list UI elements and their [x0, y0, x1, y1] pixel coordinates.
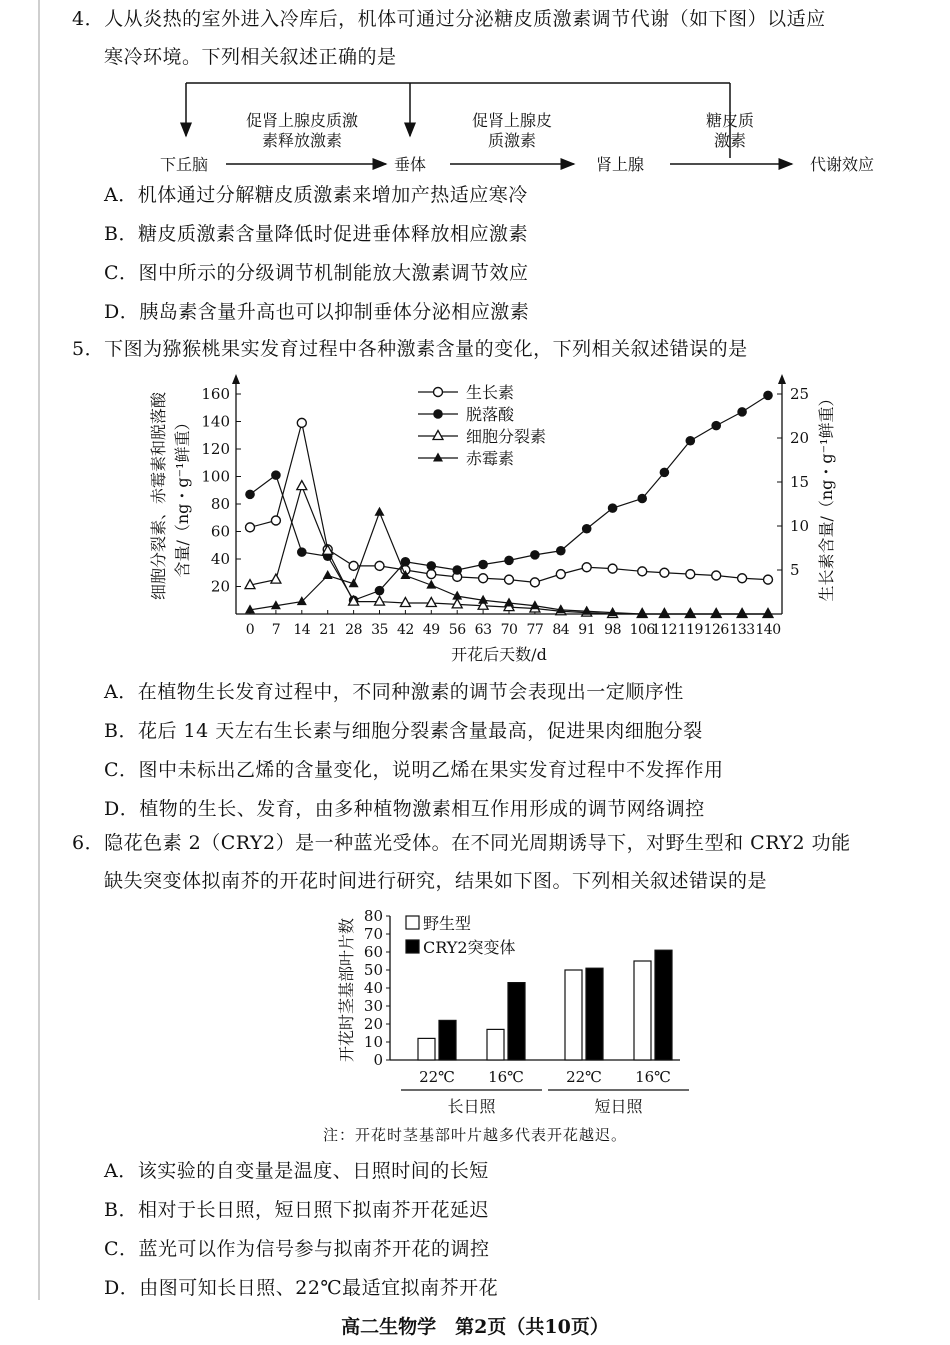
q4-option-a[interactable]: A．机体通过分解糖皮质激素来增加产热适应寒冷: [104, 184, 528, 206]
left-axis-title-2: 含量/（ng・g⁻¹鲜重）: [173, 414, 192, 578]
legend-marker: [433, 453, 443, 462]
y-tick-label: 50: [363, 961, 383, 979]
q5-stem: [72, 330, 748, 368]
legend-label: 生长素: [466, 383, 515, 402]
y-tick-label: 0: [373, 1051, 383, 1069]
data-point: [478, 560, 488, 570]
legend-entry: [418, 427, 546, 446]
data-point: [349, 561, 358, 570]
data-point: [375, 596, 385, 605]
x-tick-label: 7: [271, 622, 281, 638]
q6-emphasis-1: 错 •: [689, 870, 709, 892]
data-point: [582, 606, 592, 615]
x-tick-label: 14: [293, 622, 311, 638]
data-point: [401, 557, 411, 567]
q4-stem-line1: [72, 0, 826, 38]
q4-option-c[interactable]: C．图中所示的分级调节机制能放大激素调节效应: [104, 262, 529, 284]
legend-entry: [418, 405, 515, 424]
x-tick-label: 133: [729, 622, 755, 638]
data-point: [452, 599, 462, 608]
left-tick-label: 140: [201, 412, 230, 431]
x-tick-label: 112: [651, 622, 678, 638]
data-point: [660, 468, 670, 478]
y-tick-label: 70: [363, 925, 383, 943]
data-point: [504, 556, 514, 566]
legend-swatch: [406, 940, 419, 953]
legend-swatch: [406, 916, 419, 929]
y-axis-title: 开花时茎基部叶片数: [337, 917, 356, 1063]
y-tick-label: 10: [363, 1033, 383, 1051]
x-tick-label: 42: [396, 622, 414, 638]
x-tick-label: 84: [552, 622, 570, 638]
data-point: [712, 571, 721, 580]
x-axis-title: 开花后天数/d: [451, 645, 547, 664]
x-tick-label: 98: [604, 622, 622, 638]
right-axis-title: 生长素含量/（ng・g⁻¹鲜重）: [817, 390, 836, 602]
bar: [655, 950, 672, 1060]
edge-label-crh-2: 素释放激素: [261, 131, 343, 150]
data-point: [737, 407, 747, 417]
data-point: [638, 567, 647, 576]
left-tick-label: 160: [201, 385, 230, 403]
bar: [439, 1020, 456, 1060]
x-tick-label: 70: [500, 622, 518, 638]
edge-label-acth-1: 促肾上腺皮: [471, 111, 553, 130]
data-point: [271, 516, 280, 525]
edge-label-gc-1: 糖皮质: [705, 111, 755, 130]
data-point: [556, 570, 565, 579]
legend-marker: [434, 388, 443, 397]
data-point: [582, 524, 592, 534]
right-tick-label: 10: [790, 517, 810, 535]
right-tick-label: 5: [790, 561, 800, 579]
data-point: [659, 609, 669, 618]
legend-marker: [433, 431, 443, 440]
category-label: 16℃: [488, 1068, 524, 1086]
q6-number: 6．: [72, 832, 105, 854]
x-tick-label: 28: [345, 622, 363, 638]
q4-text-line1: 人从炎热的室外进入冷库后，机体可通过分泌糖皮质激素调节代谢（如下图）以适应: [104, 8, 826, 30]
data-point: [764, 575, 773, 584]
q5-option-b[interactable]: B．花后 14 天左右生长素与细胞分裂素含量最高，促进果肉细胞分裂: [104, 720, 703, 742]
q5-emphasis-2: 误 •: [689, 338, 709, 360]
q5-option-d[interactable]: D．植物的生长、发育，由多种植物激素相互作用形成的调节网络调控: [104, 798, 705, 820]
q6-emphasis-2: 误 •: [709, 870, 729, 892]
group-label: 短日照: [594, 1097, 643, 1116]
data-point: [608, 564, 617, 573]
y-tick-label: 40: [363, 979, 383, 997]
q6-stem-end: 的是: [728, 870, 768, 892]
left-axis-title-1: 细胞分裂素、赤霉素和脱落酸: [149, 391, 168, 601]
right-tick-label: 15: [790, 473, 810, 491]
q5-stem-text: 下图为猕猴桃果实发育过程中各种激素含量的变化，下列相关叙述: [104, 338, 670, 360]
category-label: 16℃: [635, 1068, 671, 1086]
left-tick-label: 60: [210, 522, 230, 541]
right-axis-arrow: [778, 374, 786, 384]
data-point: [375, 507, 385, 516]
data-point: [427, 561, 437, 571]
x-tick-label: 35: [371, 622, 388, 638]
data-point: [297, 418, 306, 427]
data-point: [530, 550, 540, 560]
x-tick-label: 49: [422, 622, 440, 638]
data-point: [763, 609, 773, 618]
q6-option-b[interactable]: B．相对于长日照，短日照下拟南芥开花延迟: [104, 1199, 489, 1221]
left-tick-label: 120: [201, 440, 230, 458]
legend-label: CRY2突变体: [423, 938, 516, 957]
data-point: [297, 547, 307, 557]
data-point: [400, 598, 410, 607]
q6-chart-note: 注：开花时茎基部叶片越多代表开花越迟。: [322, 1126, 627, 1144]
data-point: [556, 546, 566, 556]
bar: [565, 970, 582, 1060]
q6-text-line1: 隐花色素 2（CRY2）是一种蓝光受体。在不同光周期诱导下，对野生型和 CRY2 功能: [104, 832, 851, 854]
data-point: [505, 575, 514, 584]
x-tick-label: 91: [578, 622, 596, 638]
data-point: [711, 421, 721, 431]
bar: [508, 983, 525, 1060]
data-point: [246, 523, 255, 532]
data-point: [427, 570, 436, 579]
q6-stem-line1: [72, 824, 851, 862]
q6-option-c[interactable]: C．蓝光可以作为信号参与拟南芥开花的调控: [104, 1238, 490, 1260]
left-tick-label: 40: [210, 550, 230, 568]
legend-entry: [418, 383, 514, 402]
data-point: [452, 565, 462, 575]
q6-option-d[interactable]: D．由图可知长日照、22℃最适宜拟南芥开花: [104, 1277, 499, 1299]
legend-marker: [433, 409, 443, 419]
legend-label: 细胞分裂素: [466, 427, 547, 446]
data-point: [686, 570, 695, 579]
left-axis-arrow: [232, 374, 240, 384]
y-tick-label: 80: [363, 907, 383, 925]
data-point: [608, 607, 618, 616]
x-tick-label: 126: [703, 622, 729, 638]
data-point: [271, 470, 281, 480]
right-tick-label: 20: [790, 429, 810, 447]
edge-label-gc-2: 激素: [713, 131, 747, 150]
node-metabolic-effect: 代谢效应: [810, 155, 875, 174]
data-point: [297, 481, 307, 490]
page-left-margin-rule: [38, 0, 40, 1300]
category-label: 22℃: [419, 1068, 455, 1086]
data-point: [738, 574, 747, 583]
bar: [487, 1029, 504, 1060]
x-tick-label: 0: [245, 622, 255, 638]
right-tick-label: 25: [790, 385, 810, 403]
page-footer: 高二生物学 第2页（共10页）: [341, 1316, 609, 1338]
q4-stem-line2: 寒冷环境。下列相关叙述正确的是: [104, 46, 397, 68]
data-point: [582, 563, 591, 572]
group-label: 长日照: [447, 1097, 496, 1116]
data-point: [426, 598, 436, 607]
x-tick-label: 21: [319, 622, 337, 638]
node-adrenal: 肾上腺: [596, 155, 645, 174]
data-point: [737, 609, 747, 618]
q4-option-b[interactable]: B．糖皮质激素含量降低时促进垂体释放相应激素: [104, 223, 528, 245]
data-point: [530, 578, 539, 587]
left-tick-label: 20: [210, 577, 230, 596]
edge-label-acth-2: 质激素: [487, 131, 537, 150]
data-point: [479, 574, 488, 583]
legend-label: 脱落酸: [466, 405, 515, 424]
data-point: [375, 586, 385, 596]
legend-entry: [418, 449, 514, 468]
q6-option-a[interactable]: A．该实验的自变量是温度、日照时间的长短: [104, 1160, 489, 1182]
q5-option-a[interactable]: A．在植物生长发育过程中，不同种激素的调节会表现出一定顺序性: [104, 681, 684, 703]
q5-option-c[interactable]: C．图中未标出乙烯的含量变化，说明乙烯在果实发育过程中不发挥作用: [104, 759, 724, 781]
bar: [586, 968, 603, 1060]
edge-label-crh-1: 促肾上腺皮质激: [245, 111, 359, 130]
q6-stem-line2: [104, 862, 767, 900]
left-tick-label: 100: [201, 467, 230, 486]
data-point: [245, 490, 255, 500]
data-point: [711, 609, 721, 618]
legend-label: 野生型: [423, 914, 472, 933]
q6-text-line2: 缺失突变体拟南芥的开花时间进行研究，结果如下图。下列相关叙述: [104, 870, 690, 892]
bar: [634, 961, 651, 1060]
x-tick-label: 77: [526, 622, 544, 638]
data-point: [763, 391, 773, 401]
data-point: [608, 503, 618, 513]
y-tick-label: 30: [363, 997, 383, 1015]
left-tick-label: 80: [210, 495, 230, 513]
q5-emphasis-1: 错 •: [670, 338, 690, 360]
q5-hormone-line-chart: [140, 370, 850, 670]
data-point: [637, 494, 647, 504]
x-tick-label: 63: [474, 622, 492, 638]
node-hypothalamus: 下丘脑: [160, 155, 209, 174]
bar: [418, 1038, 435, 1060]
q4-option-d[interactable]: D．胰岛素含量升高也可以抑制垂体分泌相应激素: [104, 301, 530, 323]
data-point: [504, 598, 514, 607]
data-point: [685, 609, 695, 618]
node-pituitary: 垂体: [394, 155, 427, 174]
data-point: [660, 568, 669, 577]
y-tick-label: 60: [363, 943, 383, 961]
data-point: [271, 574, 281, 583]
q4-number: 4．: [72, 8, 105, 30]
q5-stem-end: 的是: [708, 338, 748, 360]
x-tick-label: 119: [677, 622, 703, 638]
q4-hormone-regulation-diagram: [150, 78, 910, 182]
x-tick-label: 140: [755, 622, 781, 638]
data-point: [686, 436, 696, 446]
data-point: [323, 570, 333, 579]
q5-number: 5．: [72, 338, 105, 360]
x-tick-label: 106: [629, 622, 655, 638]
data-point: [375, 561, 384, 570]
q6-flowering-bar-chart: [330, 902, 710, 1120]
data-point: [530, 600, 540, 609]
data-point: [637, 609, 647, 618]
x-tick-label: 56: [448, 622, 466, 638]
y-tick-label: 20: [363, 1015, 383, 1033]
legend-label: 赤霉素: [466, 449, 515, 468]
category-label: 22℃: [566, 1068, 602, 1086]
